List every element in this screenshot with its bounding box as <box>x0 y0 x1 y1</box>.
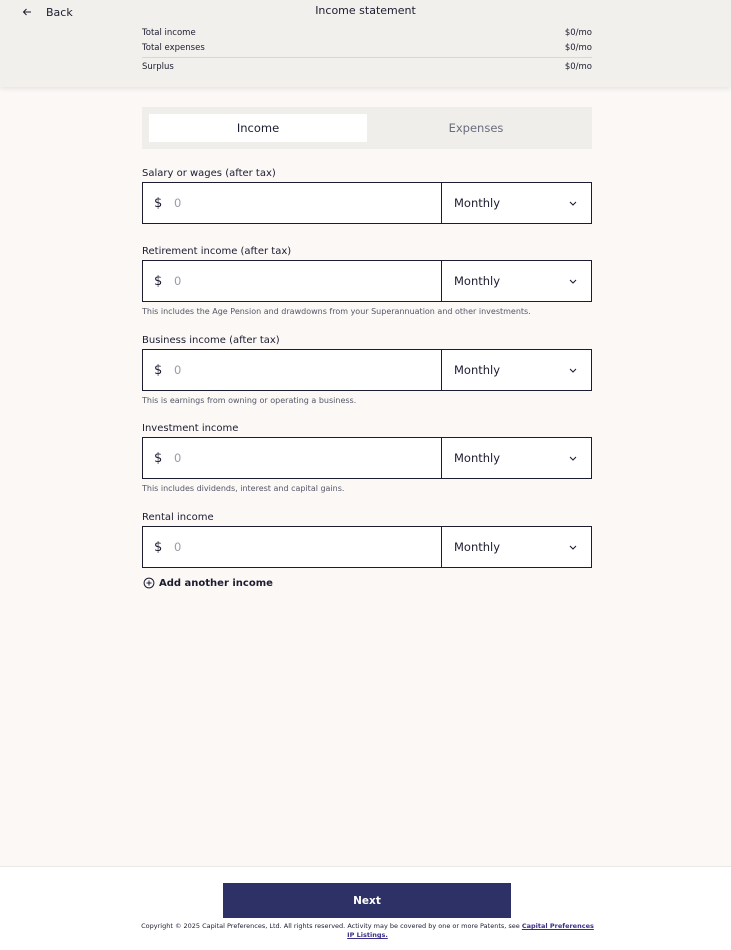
summary-divider <box>142 57 592 58</box>
summary-label: Total expenses <box>142 42 205 53</box>
summary-value: $0/mo <box>564 61 592 72</box>
tab-switcher <box>142 107 592 149</box>
investment-input[interactable] <box>174 451 414 465</box>
back-label: Back <box>46 5 73 19</box>
chevron-down-icon <box>569 454 577 462</box>
field-row <box>142 260 592 302</box>
field-business <box>142 334 592 405</box>
add-income-label: Add another income <box>159 577 273 589</box>
frequency-select[interactable] <box>442 527 591 567</box>
amount-box <box>143 438 442 478</box>
amount-box <box>143 183 442 223</box>
summary-label: Surplus <box>142 61 174 72</box>
ip-listings-link[interactable]: Capital Preferences IP Listings. <box>347 922 594 939</box>
field-row <box>142 182 592 224</box>
field-label: Business income (after tax) <box>142 335 280 346</box>
frequency-value: Monthly <box>454 451 501 465</box>
chevron-down-icon <box>569 277 577 285</box>
field-row <box>142 437 592 479</box>
summary-value: $0/mo <box>564 27 592 38</box>
field-label: Rental income <box>142 512 214 523</box>
frequency-value: Monthly <box>454 540 501 554</box>
business-input[interactable] <box>174 363 414 377</box>
currency-symbol: $ <box>154 450 163 466</box>
tab-income[interactable]: Income <box>149 114 367 142</box>
summary-table <box>142 25 592 74</box>
next-button[interactable]: Next <box>223 883 511 918</box>
field-label: Investment income <box>142 423 239 434</box>
field-hint: This includes dividends, interest and capital gains. <box>142 484 345 493</box>
currency-symbol: $ <box>154 273 163 289</box>
copyright-text: Copyright © 2025 Capital Preferences, Ltd. All rights reserved. Activity may be covered by one or more Patents, see <box>141 922 522 930</box>
chevron-down-icon <box>569 543 577 551</box>
frequency-select[interactable] <box>442 261 591 301</box>
amount-box <box>143 261 442 301</box>
frequency-select[interactable] <box>442 350 591 390</box>
tab-expenses[interactable]: Expenses <box>448 121 504 135</box>
currency-symbol: $ <box>154 539 163 555</box>
field-investment <box>142 422 592 493</box>
retirement-input[interactable] <box>174 274 414 288</box>
field-row <box>142 526 592 568</box>
footer <box>0 866 731 950</box>
amount-box <box>143 527 442 567</box>
rental-input[interactable] <box>174 540 414 554</box>
frequency-select[interactable] <box>442 438 591 478</box>
currency-symbol: $ <box>154 195 163 211</box>
page-title: Income statement <box>315 4 416 17</box>
frequency-value: Monthly <box>454 196 501 210</box>
copyright-notice <box>140 922 595 940</box>
summary-row-surplus <box>142 59 592 74</box>
currency-symbol: $ <box>154 362 163 378</box>
plus-circle-icon <box>143 577 155 589</box>
field-salary <box>142 167 592 224</box>
field-hint: This includes the Age Pension and drawdowns from your Superannuation and other investments. <box>142 307 531 316</box>
field-retirement <box>142 245 592 316</box>
frequency-select[interactable] <box>442 183 591 223</box>
add-income-button[interactable] <box>143 577 273 589</box>
header-summary <box>0 0 731 87</box>
summary-row-total-income <box>142 25 592 40</box>
salary-input[interactable] <box>174 196 414 210</box>
summary-row-total-expenses <box>142 40 592 55</box>
frequency-value: Monthly <box>454 363 501 377</box>
field-hint: This is earnings from owning or operating a business. <box>142 396 357 405</box>
field-rental <box>142 511 592 568</box>
frequency-value: Monthly <box>454 274 501 288</box>
amount-box <box>143 350 442 390</box>
summary-value: $0/mo <box>564 42 592 53</box>
field-label: Retirement income (after tax) <box>142 246 292 257</box>
chevron-down-icon <box>569 366 577 374</box>
chevron-down-icon <box>569 199 577 207</box>
summary-label: Total income <box>142 27 196 38</box>
field-row <box>142 349 592 391</box>
field-label: Salary or wages (after tax) <box>142 168 276 179</box>
